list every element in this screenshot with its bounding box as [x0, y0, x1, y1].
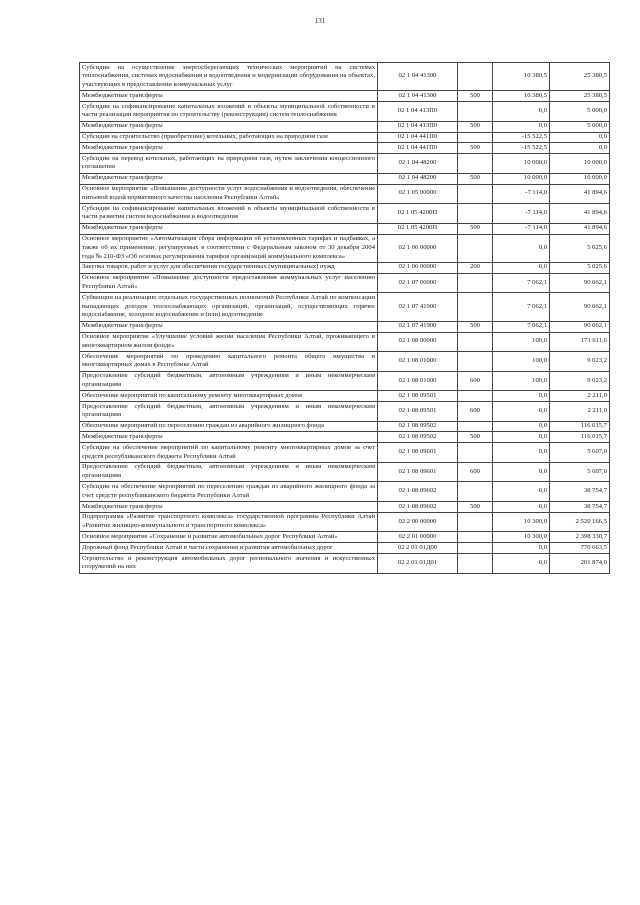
- table-row: [80, 543, 610, 554]
- row-target-code: 02 2 01 00000: [378, 532, 458, 543]
- row-target-code: 02 1 04 41300: [378, 63, 458, 91]
- row-target-code: 02 1 05 4200П: [378, 223, 458, 234]
- row-description: Подпрограмма «Развитие транспортного комплекса» государственной программы Республики Алтай «Развитие жилищно-коммунального и транспортного комплекса»: [80, 512, 378, 532]
- row-target-code: 02 2 00 00000: [378, 512, 458, 532]
- row-description: Основное мероприятие «Повышение доступности услуг водоснабжения и водоотведения, обеспечение питьевой водой нормативного качества населения Республики Алтай»: [80, 184, 378, 204]
- row-expense-type: [458, 421, 493, 432]
- row-target-code: 02 1 05 00000: [378, 184, 458, 204]
- table-row: [80, 443, 610, 463]
- row-expense-type: 200: [458, 262, 493, 273]
- row-change-amount: 0,0: [493, 102, 550, 122]
- row-description: Субсидии на перевод котельных, работающих на природном газе, путем заключения концессионного соглашения: [80, 154, 378, 174]
- row-description: Предоставление субсидий бюджетным, автономным учреждениям и иным некоммерческим организациям: [80, 462, 378, 482]
- table-row: [80, 102, 610, 122]
- row-description: Субсидии на осуществление энергосберегающих технических мероприятий на системах теплоснабжения, системах водоснабжения и водоотведения и модернизации оборудования на объектах, участвующих в предоставлении коммунальных услуг: [80, 63, 378, 91]
- table-row: [80, 502, 610, 513]
- row-change-amount: 100,0: [493, 352, 550, 372]
- row-change-amount: 100,0: [493, 332, 550, 352]
- row-target-code: 02 1 04 413П0: [378, 102, 458, 122]
- row-total-amount: 770 663,5: [550, 543, 610, 554]
- table-row: [80, 223, 610, 234]
- row-total-amount: 5 000,0: [550, 121, 610, 132]
- row-change-amount: 0,0: [493, 443, 550, 463]
- table-row: [80, 154, 610, 174]
- row-description: Основное мероприятие «Улучшение условий жизни населения Республики Алтай, проживающего в многоквартирном жилом фонде»: [80, 332, 378, 352]
- row-description: Основное мероприятие «Повышение доступности предоставления коммунальных услуг населению Республики Алтай»: [80, 273, 378, 293]
- row-description: Дорожный фонд Республики Алтай в части сохранения и развития автомобильных дорог: [80, 543, 378, 554]
- row-total-amount: 38 754,7: [550, 482, 610, 502]
- table-row: [80, 184, 610, 204]
- row-expense-type: [458, 532, 493, 543]
- table-row: [80, 173, 610, 184]
- table-row: [80, 321, 610, 332]
- row-change-amount: 0,0: [493, 462, 550, 482]
- table-row: [80, 91, 610, 102]
- row-description: Межбюджетные трансферты: [80, 321, 378, 332]
- row-target-code: 02 1 06 00000: [378, 234, 458, 262]
- row-target-code: 02 2 01 01Д00: [378, 543, 458, 554]
- table-row: [80, 273, 610, 293]
- row-expense-type: [458, 273, 493, 293]
- row-total-amount: 5 025,6: [550, 262, 610, 273]
- row-change-amount: 0,0: [493, 502, 550, 513]
- row-change-amount: -7 114,0: [493, 184, 550, 204]
- row-total-amount: 5 607,0: [550, 462, 610, 482]
- row-expense-type: [458, 293, 493, 321]
- row-expense-type: [458, 512, 493, 532]
- row-total-amount: 5 000,0: [550, 102, 610, 122]
- table-row: [80, 63, 610, 91]
- row-total-amount: 10 000,0: [550, 173, 610, 184]
- row-change-amount: -7 114,0: [493, 223, 550, 234]
- row-description: Субсидии на обеспечение мероприятий по капитальному ремонту многоквартирных домов за счет средств республиканского бюджета Республики Алтай: [80, 443, 378, 463]
- row-description: Межбюджетные трансферты: [80, 121, 378, 132]
- row-description: Обеспечение мероприятий по проведению капитального ремонта общего имущества в многоквартирных домах в Республике Алтай: [80, 352, 378, 372]
- row-description: Закупка товаров, работ и услуг для обеспечения государственных (муниципальных) нужд: [80, 262, 378, 273]
- row-total-amount: 10 000,0: [550, 154, 610, 174]
- row-target-code: 02 1 08 01000: [378, 371, 458, 391]
- row-total-amount: 9 023,2: [550, 352, 610, 372]
- row-change-amount: 7 062,1: [493, 273, 550, 293]
- row-target-code: 02 1 08 09501: [378, 391, 458, 402]
- row-target-code: 02 1 08 09602: [378, 502, 458, 513]
- row-total-amount: 41 894,6: [550, 184, 610, 204]
- table-row: [80, 462, 610, 482]
- row-expense-type: [458, 184, 493, 204]
- table-row: [80, 512, 610, 532]
- row-expense-type: 600: [458, 371, 493, 391]
- row-total-amount: 38 754,7: [550, 502, 610, 513]
- row-target-code: 02 1 04 413П0: [378, 121, 458, 132]
- row-total-amount: 5 607,0: [550, 443, 610, 463]
- row-expense-type: [458, 554, 493, 574]
- row-expense-type: [458, 443, 493, 463]
- row-description: Основное мероприятие «Сохранение и развитие автомобильных дорог Республики Алтай»: [80, 532, 378, 543]
- row-expense-type: [458, 332, 493, 352]
- row-description: Субсидии на обеспечение мероприятий по переселению граждан из аварийного жилищного фонда за счет средств республиканского бюджета Республики Алтай: [80, 482, 378, 502]
- row-total-amount: 2 398 330,7: [550, 532, 610, 543]
- row-target-code: 02 1 08 00000: [378, 332, 458, 352]
- row-change-amount: 10 380,5: [493, 91, 550, 102]
- row-total-amount: 5 025,6: [550, 234, 610, 262]
- row-description: Межбюджетные трансферты: [80, 502, 378, 513]
- row-description: Межбюджетные трансферты: [80, 223, 378, 234]
- row-change-amount: 0,0: [493, 234, 550, 262]
- row-expense-type: 500: [458, 502, 493, 513]
- row-description: Субсидии на строительство (приобретение) котельных, работающих на природном газе: [80, 132, 378, 143]
- table-row: [80, 421, 610, 432]
- row-total-amount: 41 894,6: [550, 223, 610, 234]
- row-expense-type: [458, 391, 493, 402]
- table-row: [80, 204, 610, 224]
- table-row: [80, 132, 610, 143]
- row-description: Субсидии на софинансирование капитальных вложений в объекты муниципальной собственности в части развития систем водоснабжения и водоотведения: [80, 204, 378, 224]
- page-number: 131: [314, 17, 326, 25]
- row-change-amount: 0,0: [493, 554, 550, 574]
- row-total-amount: 0,0: [550, 143, 610, 154]
- row-expense-type: 500: [458, 321, 493, 332]
- row-target-code: 02 1 08 09501: [378, 402, 458, 422]
- row-change-amount: 10 380,5: [493, 63, 550, 91]
- row-description: Межбюджетные трансферты: [80, 91, 378, 102]
- row-change-amount: 0,0: [493, 121, 550, 132]
- row-description: Предоставление субсидий бюджетным, автономным учреждениям и иным некоммерческим организациям: [80, 371, 378, 391]
- row-target-code: 02 1 05 4200П: [378, 204, 458, 224]
- table-row: [80, 293, 610, 321]
- row-change-amount: 0,0: [493, 391, 550, 402]
- row-expense-type: 600: [458, 462, 493, 482]
- row-expense-type: 500: [458, 143, 493, 154]
- row-total-amount: 0,0: [550, 132, 610, 143]
- row-target-code: 02 1 04 48200: [378, 173, 458, 184]
- row-expense-type: [458, 204, 493, 224]
- row-description: Обеспечение мероприятий по капитальному ремонту многоквартирных домов: [80, 391, 378, 402]
- row-expense-type: 600: [458, 402, 493, 422]
- table-row: [80, 402, 610, 422]
- table-row: [80, 391, 610, 402]
- row-total-amount: 90 062,1: [550, 321, 610, 332]
- row-expense-type: [458, 543, 493, 554]
- row-total-amount: 171 611,6: [550, 332, 610, 352]
- row-target-code: 02 1 07 41900: [378, 321, 458, 332]
- row-change-amount: 0,0: [493, 482, 550, 502]
- row-change-amount: 0,0: [493, 402, 550, 422]
- row-total-amount: 90 062,1: [550, 293, 610, 321]
- row-target-code: 02 2 01 01Д01: [378, 554, 458, 574]
- row-expense-type: [458, 352, 493, 372]
- row-total-amount: 90 062,1: [550, 273, 610, 293]
- table-row: [80, 143, 610, 154]
- row-total-amount: 2 211,0: [550, 391, 610, 402]
- row-target-code: 02 1 08 09502: [378, 432, 458, 443]
- row-total-amount: 201 874,0: [550, 554, 610, 574]
- table-row: [80, 121, 610, 132]
- budget-table-body: [80, 63, 610, 574]
- row-expense-type: [458, 63, 493, 91]
- table-row: [80, 332, 610, 352]
- row-change-amount: 0,0: [493, 543, 550, 554]
- table-row: [80, 554, 610, 574]
- table-row: [80, 352, 610, 372]
- row-expense-type: 500: [458, 91, 493, 102]
- row-target-code: 02 1 07 00000: [378, 273, 458, 293]
- row-target-code: 02 1 08 09602: [378, 482, 458, 502]
- row-expense-type: [458, 482, 493, 502]
- row-description: Обеспечение мероприятий по переселению граждан из аварийного жилищного фонда: [80, 421, 378, 432]
- row-total-amount: 9 023,2: [550, 371, 610, 391]
- row-target-code: 02 1 07 41900: [378, 293, 458, 321]
- row-target-code: 02 1 06 00000: [378, 262, 458, 273]
- row-total-amount: 2 211,0: [550, 402, 610, 422]
- row-expense-type: 500: [458, 432, 493, 443]
- table-row: [80, 262, 610, 273]
- row-expense-type: 500: [458, 223, 493, 234]
- row-expense-type: [458, 102, 493, 122]
- row-total-amount: 116 015,7: [550, 421, 610, 432]
- row-change-amount: 10 000,0: [493, 154, 550, 174]
- table-row: [80, 532, 610, 543]
- row-description: Субсидии на софинансирование капитальных вложений в объекты муниципальной собственности в части реализации мероприятия по строительству (реконструкции) систем теплоснабжения: [80, 102, 378, 122]
- row-expense-type: 500: [458, 121, 493, 132]
- row-change-amount: 0,0: [493, 432, 550, 443]
- table-row: [80, 234, 610, 262]
- row-target-code: 02 1 04 41300: [378, 91, 458, 102]
- row-expense-type: [458, 154, 493, 174]
- row-expense-type: 500: [458, 173, 493, 184]
- row-target-code: 02 1 04 48200: [378, 154, 458, 174]
- row-description: Межбюджетные трансферты: [80, 432, 378, 443]
- row-description: Межбюджетные трансферты: [80, 143, 378, 154]
- row-total-amount: 25 380,5: [550, 91, 610, 102]
- row-change-amount: 10 000,0: [493, 173, 550, 184]
- row-description: Основное мероприятие «Автоматизация сбора информации об установленных тарифах и надбавках, а также об их применении, регулируемых в соответствии с Федеральным законом от 30 декабря 2004 года № 210-ФЗ «Об основах регулирования тарифов организаций коммунального комплекса»: [80, 234, 378, 262]
- row-change-amount: 100,0: [493, 371, 550, 391]
- row-change-amount: 7 062,1: [493, 321, 550, 332]
- row-total-amount: 116 015,7: [550, 432, 610, 443]
- row-target-code: 02 1 08 09601: [378, 462, 458, 482]
- row-description: Строительство и реконструкция автомобильных дорог регионального значения и искусственных сооружений на них: [80, 554, 378, 574]
- row-target-code: 02 1 08 01000: [378, 352, 458, 372]
- row-target-code: 02 1 08 09502: [378, 421, 458, 432]
- row-description: Предоставление субсидий бюджетным, автономным учреждениям и иным некоммерческим организациям: [80, 402, 378, 422]
- row-target-code: 02 1 04 441П0: [378, 143, 458, 154]
- row-change-amount: 7 062,1: [493, 293, 550, 321]
- row-change-amount: 10 300,0: [493, 512, 550, 532]
- row-change-amount: -7 114,0: [493, 204, 550, 224]
- row-description: Межбюджетные трансферты: [80, 173, 378, 184]
- row-change-amount: 10 300,0: [493, 532, 550, 543]
- row-change-amount: 0,0: [493, 262, 550, 273]
- row-change-amount: -15 522,5: [493, 132, 550, 143]
- table-row: [80, 371, 610, 391]
- row-change-amount: 0,0: [493, 421, 550, 432]
- row-description: Субвенции на реализацию отдельных государственных полномочий Республики Алтай по компенсации выпадающих доходов теплоснабжающих организаций, организаций, осуществляющих горячее водоснабжение, холодное водоснабжение и (или) водоотведение: [80, 293, 378, 321]
- table-row: [80, 482, 610, 502]
- row-change-amount: -15 522,5: [493, 143, 550, 154]
- row-target-code: 02 1 04 441П0: [378, 132, 458, 143]
- table-row: [80, 432, 610, 443]
- row-total-amount: 2 520 166,5: [550, 512, 610, 532]
- row-expense-type: [458, 234, 493, 262]
- budget-table: [79, 62, 610, 574]
- row-target-code: 02 1 08 09601: [378, 443, 458, 463]
- row-expense-type: [458, 132, 493, 143]
- row-total-amount: 25 380,5: [550, 63, 610, 91]
- row-total-amount: 41 894,6: [550, 204, 610, 224]
